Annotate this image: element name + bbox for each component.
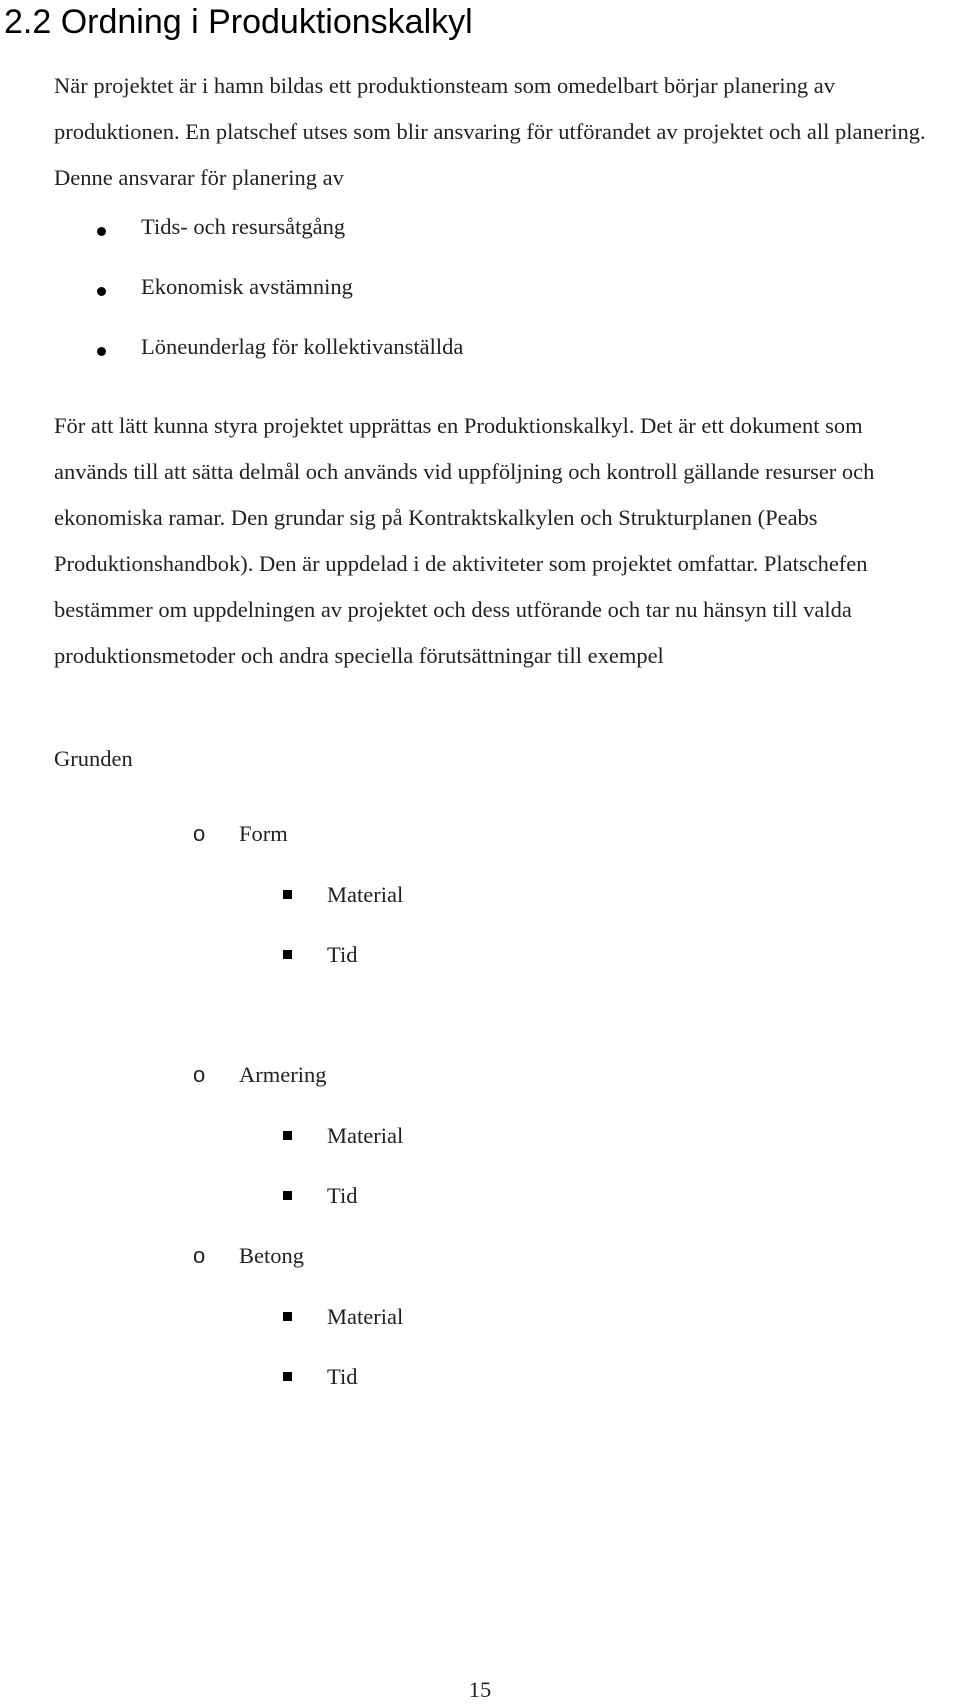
outline-item-label: Material [327, 1304, 404, 1329]
square-bullet-icon [283, 1191, 292, 1200]
square-bullet-icon [283, 890, 292, 899]
list-item-label: Tids- och resursåtgång [141, 214, 346, 239]
outline-section-label: Armering [239, 1062, 327, 1087]
outline-title: Grunden [54, 746, 133, 771]
outline-section-label: Betong [239, 1243, 304, 1268]
page-number: 15 [468, 1677, 492, 1702]
circle-bullet-icon: o [193, 1243, 206, 1268]
bullet-icon [97, 227, 106, 236]
outline-item-label: Material [327, 882, 404, 907]
section-heading: 2.2 Ordning i Produktionskalkyl [4, 3, 473, 41]
outline-item-label: Tid [327, 1183, 358, 1208]
outline-item-label: Material [327, 1123, 404, 1148]
square-bullet-icon [283, 1131, 292, 1140]
list-item-label: Ekonomisk avstämning [141, 274, 353, 299]
intro-paragraph: När projektet är i hamn bildas ett produktionsteam som omedelbart börjar planering av produktionen. En platschef utses som blir ansvaring för utförandet av projektet och all planering. Denne ansvarar för planering av [54, 73, 926, 190]
outline-item-label: Tid [327, 1364, 358, 1389]
circle-bullet-icon: o [193, 1062, 206, 1087]
square-bullet-icon [283, 1312, 292, 1321]
square-bullet-icon [283, 950, 292, 959]
outline-item-label: Tid [327, 942, 358, 967]
bullet-icon [97, 287, 106, 296]
bullet-icon [97, 347, 106, 356]
body-paragraph: För att lätt kunna styra projektet upprättas en Produktionskalkyl. Det är ett dokument som används till att sätta delmål och används vid uppföljning och kontroll gällande resurser och ekonomiska ramar. Den grundar sig på Kontraktskalkylen och Strukturplanen (Peabs Produktionshandbok). Den är uppdelad i de aktiviteter som projektet omfattar. Platschefen bestämmer om uppdelningen av projektet och dess utförande och tar nu hänsyn till valda produktionsmetoder och andra speciella förutsättningar till exempel [54, 413, 875, 668]
list-item-label: Löneunderlag för kollektivanställda [141, 334, 464, 359]
square-bullet-icon [283, 1372, 292, 1381]
circle-bullet-icon: o [193, 821, 206, 846]
outline-section-label: Form [239, 821, 288, 846]
